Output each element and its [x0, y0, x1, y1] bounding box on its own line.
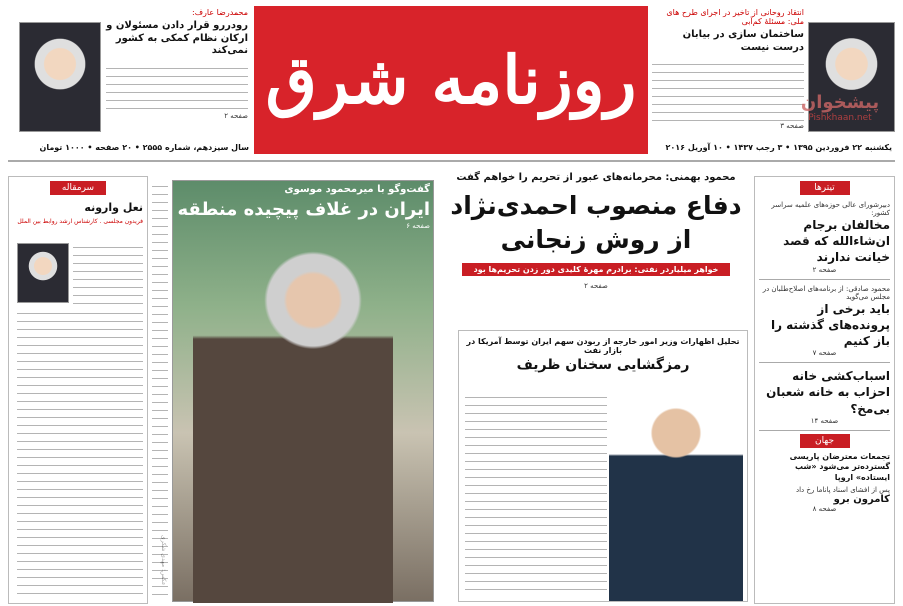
- watermark-url: Pishkhaan.net: [808, 113, 872, 123]
- header-right-body: [652, 60, 804, 122]
- right-item-5-kicker: پس از افشای اسناد پاناما رخ داد: [796, 486, 890, 495]
- feature-text: [176, 184, 430, 230]
- feature-person: [193, 251, 393, 603]
- masthead-date-line: یکشنبه ۲۲ فروردین ۱۳۹۵ • ۳ رجب ۱۴۳۷ • ۱۰ آوریل ۲۰۱۶: [665, 143, 892, 152]
- right-item-4-headline: تجمعات معترضان پاریسی گسترده‌تر می‌شود «شب ایستاده» اروپا: [789, 451, 890, 483]
- left-column-body-top: [73, 243, 143, 305]
- masthead-divider: [8, 160, 895, 162]
- right-item-1-headline: مخالفان برجام ان‌شاءالله که قصد خیانت ندارند: [783, 218, 890, 265]
- left-column: [8, 176, 148, 604]
- zarif-body: [465, 393, 607, 593]
- header-right-kicker: انتقاد روحانی از تاخیر در اجرای طرح های ملی: مسئلهٔ کم‌آبی: [666, 8, 804, 26]
- left-column-section: سرمقاله: [50, 181, 106, 195]
- feature-photo[interactable]: [172, 180, 434, 602]
- masthead-logo[interactable]: روزنامه شرق: [265, 41, 637, 119]
- right-item-5-page-ref: صفحه ۸: [812, 505, 837, 514]
- header-right-headline[interactable]: ساختمان سازی در بیابان درست نیست: [682, 29, 804, 53]
- right-item-1-page-ref: صفحه ۲: [812, 265, 837, 274]
- right-divider-3: [759, 430, 890, 431]
- header-left-body: [106, 64, 248, 112]
- right-item-4[interactable]: [755, 451, 894, 485]
- right-divider-1: [759, 279, 890, 280]
- author-photo: [17, 243, 69, 303]
- left-column-author: فریدون مجلسی . کارشناس ارشد روابط بین الملل: [17, 218, 143, 225]
- right-item-1-kicker: دبیرشورای عالی حوزه‌های علمیه سراسر کشور:: [771, 201, 890, 217]
- right-column-section: تیترها: [800, 181, 850, 195]
- lead-page-ref: صفحه ۲: [584, 281, 608, 290]
- watermark: [790, 92, 890, 123]
- lead-story: [444, 172, 748, 322]
- left-column-body: [17, 309, 143, 597]
- left-column-title[interactable]: نعل وارونه: [84, 201, 143, 214]
- masthead-logo-block: [254, 6, 648, 154]
- lead-headline-line1[interactable]: دفاع منصوب احمدی‌نژاد: [450, 191, 742, 220]
- editorial-continued: [152, 182, 168, 600]
- zarif-kicker: تحلیل اظهارات وزیر امور خارجه از ربودن سهم ایران توسط آمریکا در بازار نفت: [466, 337, 740, 355]
- header-right-block: [652, 8, 804, 138]
- watermark-text: پیشخوان: [800, 92, 880, 113]
- feature-kicker: گفت‌وگو با میرمحمود موسوی: [284, 184, 430, 195]
- right-item-2[interactable]: [755, 283, 894, 360]
- right-column-section-2: جهان: [800, 434, 850, 448]
- feature-headline[interactable]: ایران در غلاف پیچیده منطقه: [177, 199, 430, 220]
- lead-kicker: محمود بهمنی: محرمانه‌های عبور از تحریم را خواهم گفت: [456, 172, 736, 183]
- zarif-box: [458, 330, 748, 602]
- aref-photo: [19, 22, 101, 132]
- right-item-1[interactable]: [755, 199, 894, 276]
- right-item-5[interactable]: [755, 485, 894, 514]
- right-item-2-page-ref: صفحه ۷: [812, 349, 837, 358]
- header-left-headline[interactable]: رودررو قرار دادن مسئولان و ارکان نظام کمکی به کشور نمی‌کند: [106, 20, 248, 56]
- right-divider-2: [759, 362, 890, 363]
- header-left-block: [106, 8, 248, 138]
- right-item-2-headline: باید برخی از پرونده‌های گذشته را باز کنیم: [770, 301, 890, 348]
- lead-subbar: خواهر میلیاردر نفتی: برادرم مهرهٔ کلیدی دور زدن تحریم‌ها بود: [462, 263, 730, 276]
- zarif-photo: [609, 391, 743, 601]
- header-left-page-ref: صفحه ۲: [224, 111, 248, 120]
- header-right-page-ref: صفحه ۳: [780, 122, 804, 130]
- right-item-2-kicker: محمود صادقی: از برنامه‌های اصلاح‌طلبان در مجلس می‌گوید: [762, 284, 890, 301]
- right-item-3-page-ref: صفحه ۱۴: [810, 416, 839, 425]
- header-left-kicker: محمدرضا عارف:: [192, 8, 248, 17]
- right-item-3[interactable]: [755, 366, 894, 427]
- lead-headline-line2[interactable]: از روش زنجانی: [500, 224, 692, 254]
- masthead-issue-line: سال سیزدهم، شماره ۲۵۵۵ • ۲۰ صفحه • ۱۰۰۰ تومان: [39, 143, 249, 152]
- right-item-3-headline: اسباب‌کشی خانه احزاب به خانه شعبان بی‌مخ؟: [766, 369, 890, 416]
- zarif-headline[interactable]: رمزگشایی سخنان ظریف: [516, 357, 690, 373]
- right-item-5-headline: کامرون برو: [833, 494, 890, 506]
- right-column: [754, 176, 895, 604]
- feature-page-ref: صفحه ۶: [406, 222, 430, 230]
